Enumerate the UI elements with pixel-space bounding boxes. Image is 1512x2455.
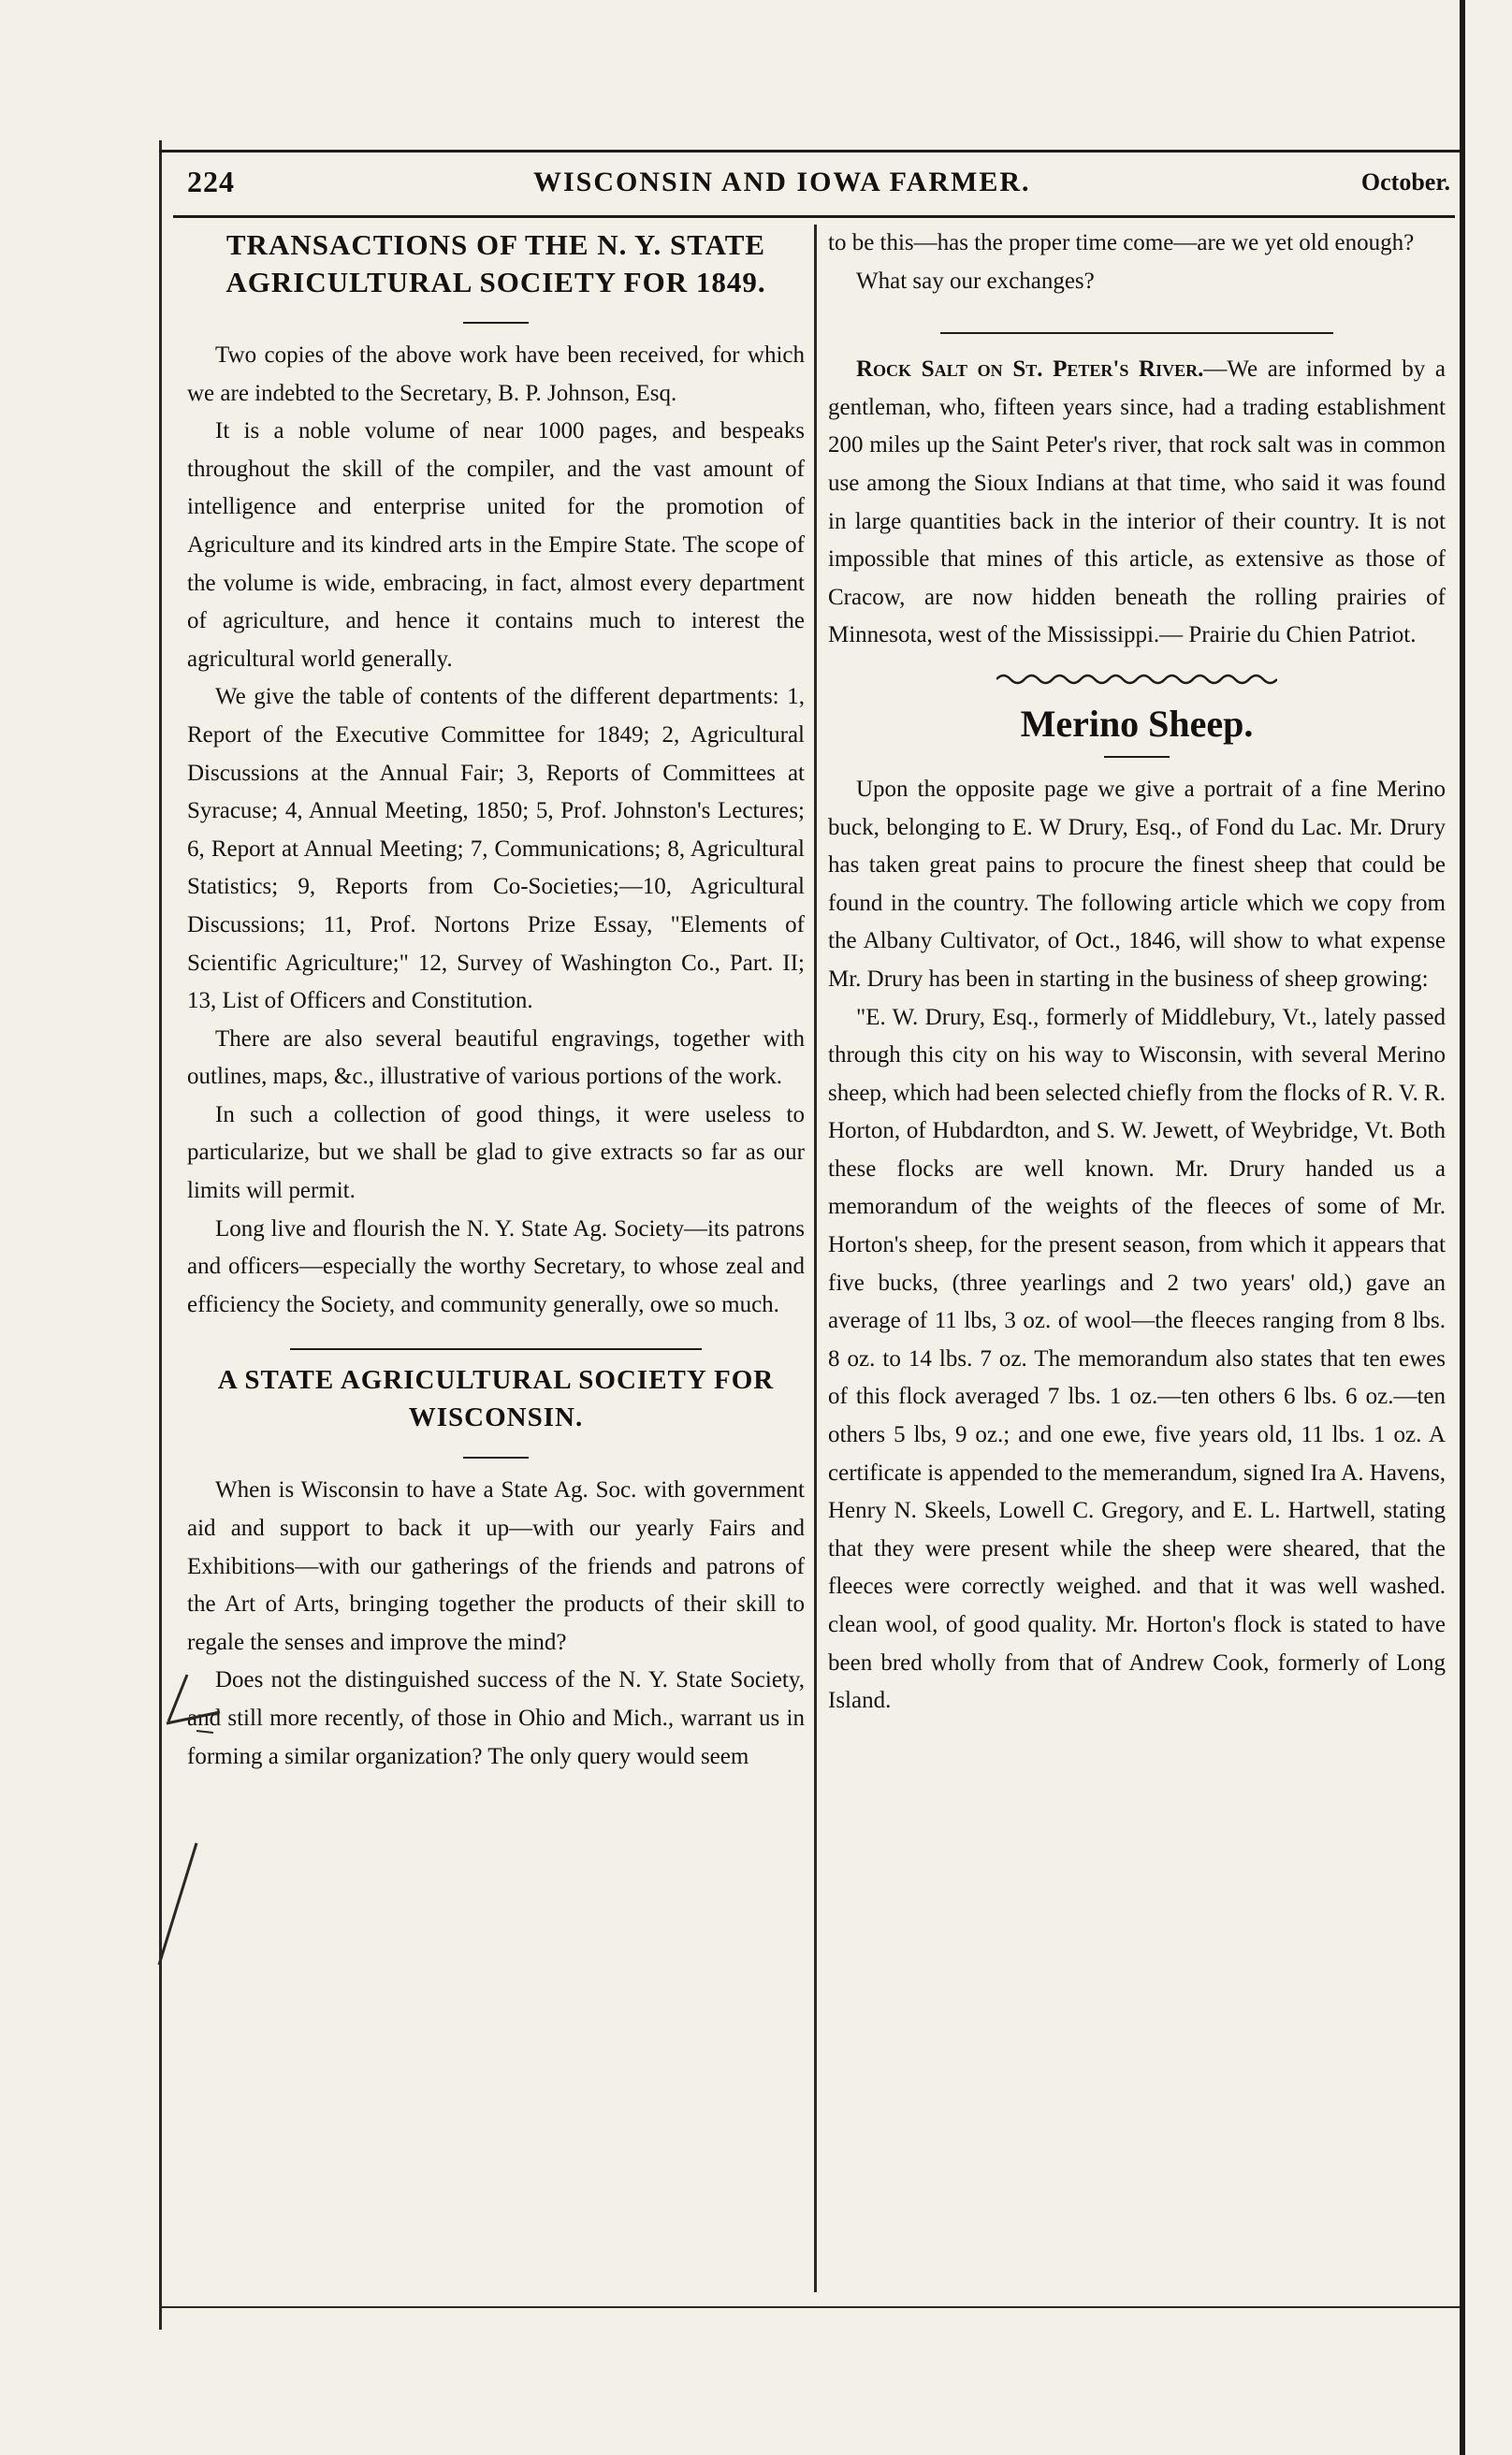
article-title-state-society bbox=[187, 1361, 805, 1436]
header-rule-bottom bbox=[173, 215, 1455, 218]
article-title-line: TRANSACTIONS OF THE N. Y. STATE bbox=[225, 228, 766, 261]
header-rule-top bbox=[159, 150, 1460, 153]
article-paragraph: Long live and flourish the N. Y. State Ag. Society—its patrons and officers—especially the worthy Secretary, to whose zeal and efficiency the Society, and community generally, owe so much. bbox=[187, 1215, 805, 1317]
running-header bbox=[173, 161, 1455, 208]
column-divider bbox=[814, 225, 817, 2292]
article-title-line: AGRICULTURAL SOCIETY FOR 1849. bbox=[225, 266, 766, 298]
article-paragraph: Upon the opposite page we give a portrait of a fine Merino buck, belonging to E. W Drury, Esq., of Fond du Lac. Mr. Drury has taken great pains to procure the finest sheep that could be found in the country. The following article which we copy from the Albany Cultivator, of Oct., 1846, will show to what expense Mr. Drury has been in starting in the business of sheep growing: bbox=[828, 776, 1446, 992]
article-paragraph: In such a collection of good things, it were useless to particularize, but we shall be glad to give extracts so far as our limits will permit. bbox=[187, 1101, 805, 1204]
article-paragraph: Two copies of the above work have been received, for which we are indebted to the Secretary, B. P. Johnson, Esq. bbox=[187, 342, 805, 406]
article-paragraph: When is Wisconsin to have a State Ag. Soc. with government aid and support to back it up—with our yearly Fairs and Exhibitions—with our gatherings of the friends and patrons of the Art of Arts, bringing together the products of their skill to regale the senses and improve the mind? bbox=[187, 1477, 805, 1655]
exchanges-line: What say our exchanges? bbox=[856, 268, 1095, 294]
left-column bbox=[187, 225, 805, 1776]
article-paragraph: "E. W. Drury, Esq., formerly of Middlebury, Vt., lately passed through this city on his way to Wisconsin, with several Merino sheep, which had been selected chiefly from the flocks of R. V. R. Horton, of Hubdardton, and S. W. Jewett, of Weybridge, Vt. Both these flocks are well known. Mr. Drury handed us a memorandum of the weights of the fleeces of some of Mr. Horton's sheep, for the present season, from which it appears that five bucks, (three yearlings and 2 two years' old,) gave an average of 11 lbs, 3 oz. of wool—the fleeces ranging from 8 lbs. 8 oz. to 14 lbs. 7 oz. The memorandum also states that ten ewes of this flock averaged 7 lbs. 1 oz.—ten others 6 lbs. 6 oz.—ten others 5 lbs, 9 oz.; and one ewe, five years old, 11 lbs. 1 oz. A certificate is appended to the memerandum, signed Ira A. Havens, Henry N. Skeels, Lowell C. Gregory, and E. L. Hartwell, stating that they were present while the sheep were sheared, that the fleeces were correctly weighed. and that it was well washed. clean wool, of good quality. Mr. Horton's flock is stated to have been bred wholly from that of Andrew Cook, formerly of Long Island. bbox=[828, 1004, 1447, 1714]
article-paragraph: We give the table of contents of the different departments: 1, Report of the Executive Committee for 1849; 2, Agricultural Discussions at the Annual Fair; 3, Reports of Committees at Syracuse; 4, Annual Meeting, 1850; 5, Prof. Johnston's Lectures; 6, Report at Annual Meeting; 7, Communications; 8, Agricultural Statistics; 9, Reports from Co-Societies;—10, Agricultural Discussions; 11, Prof. Nortons Prize Essay, "Elements of Scientific Agriculture;" 12, Survey of Washington Co., Part. II; 13, List of Officers and Constitution. bbox=[187, 684, 805, 1014]
right-column bbox=[828, 225, 1446, 1721]
publication-title: WISCONSIN AND IOWA FARMER. bbox=[533, 167, 1031, 197]
article-paragraph: Does not the distinguished success of the N. Y. State Society, and still more recently, of those in Ohio and Mich., warrant us in forming a similar organization? The only query would seem bbox=[187, 1667, 805, 1769]
bottom-rule bbox=[159, 2306, 1460, 2308]
rock-salt-heading: Rock Salt on St. Peter's River. bbox=[856, 356, 1204, 383]
rock-salt-source: Prairie du Chien Patriot. bbox=[1188, 622, 1417, 648]
wavy-ornament-divider bbox=[996, 672, 1277, 687]
rock-salt-paragraph bbox=[828, 351, 1446, 655]
page-number: 224 bbox=[187, 165, 235, 198]
article-title-merino: Merino Sheep. bbox=[1020, 702, 1254, 745]
continuation-text: to be this—has the proper time come—are we yet old enough? bbox=[828, 230, 1415, 255]
pencil-annotation-mark bbox=[140, 1665, 225, 1974]
article-title-line: WISCONSIN. bbox=[408, 1402, 584, 1433]
article-paragraph: It is a noble volume of near 1000 pages, and bespeaks throughout the skill of the compiler, and the vast amount of intelligence and enterprise united for the promotion of Agriculture and its kindred arts in the Empire State. The scope of the volume is wide, embracing, in fact, almost every department of agriculture, and hence it contains much to interest the agricultural world generally. bbox=[187, 418, 805, 672]
section-divider bbox=[940, 332, 1333, 334]
issue-month: October. bbox=[1360, 168, 1450, 196]
title-rule bbox=[1104, 756, 1170, 758]
article-paragraph: There are also several beautiful engravings, together with outlines, maps, &c., illustrative of various portions of the work. bbox=[187, 1025, 805, 1090]
section-divider bbox=[290, 1348, 702, 1350]
article-title-line: A STATE AGRICULTURAL SOCIETY FOR bbox=[217, 1365, 775, 1396]
title-rule bbox=[463, 1457, 529, 1459]
title-rule bbox=[463, 322, 529, 324]
rock-salt-body: —We are informed by a gentleman, who, fifteen years since, had a trading establishment 200 miles up the Saint Peter's river, that rock salt was in common use among the Sioux Indians at that time, who said it was found in large quantities back in the interior of their country. It is not impossible that mines of this article, as extensive as those of Cracow, are now hidden beneath the rolling prairies of Minnesota, west of the Mississippi.— bbox=[828, 356, 1446, 648]
article-title-transactions bbox=[187, 226, 805, 301]
